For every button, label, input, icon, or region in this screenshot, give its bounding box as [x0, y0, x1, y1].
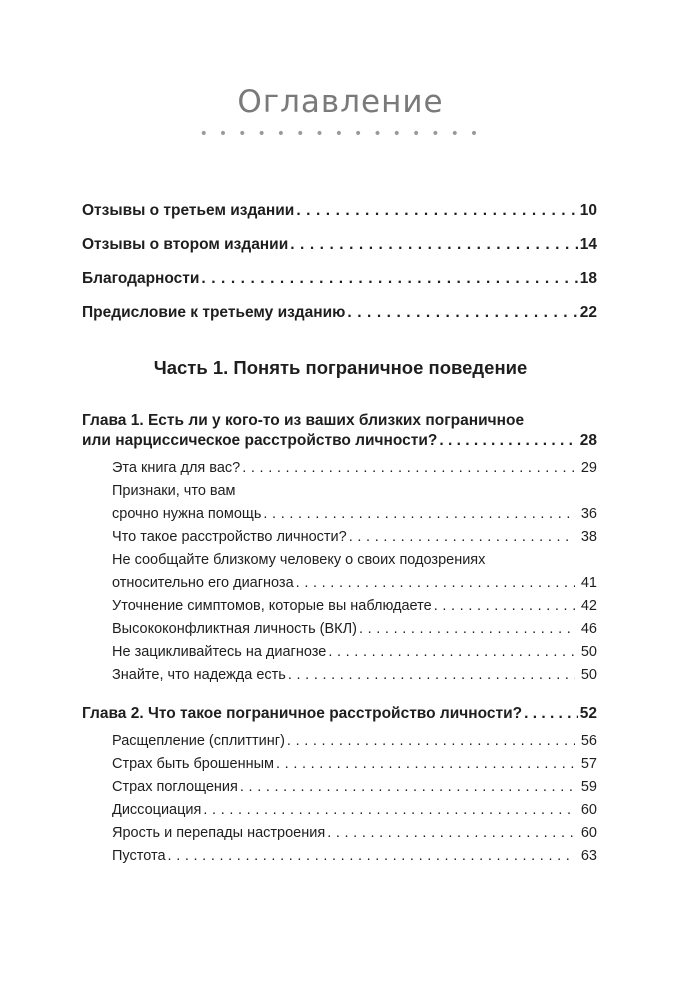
section-page: 36 [580, 506, 597, 522]
toc-entry[interactable] [82, 262, 597, 296]
dot-leader [359, 618, 575, 641]
dot-leader [203, 799, 574, 822]
section-label: Высококонфликтная личность (ВКЛ) [112, 621, 357, 637]
section-page: 46 [580, 621, 597, 637]
toc-entry-page: 10 [579, 202, 597, 219]
chapter-page: 28 [579, 432, 597, 449]
section-label: Уточнение симптомов, которые вы наблюдаете [112, 598, 432, 614]
dot-leader [242, 457, 575, 480]
part-heading: Часть 1. Понять пограничное поведение [153, 357, 528, 378]
toc-section[interactable] [112, 618, 597, 641]
toc-section[interactable] [112, 526, 597, 549]
dot-leader [240, 776, 575, 799]
dot-leader [276, 753, 575, 776]
toc-section[interactable] [112, 730, 597, 753]
section-label: Знайте, что надежда есть [112, 667, 286, 683]
toc-section[interactable] [112, 845, 597, 868]
chapter-title-line-2: или нарциссическое расстройство личности? [82, 432, 438, 449]
section-page: 57 [580, 756, 597, 772]
section-label-line-1: Признаки, что вам [112, 483, 236, 499]
section-page: 63 [580, 848, 597, 864]
dot-leader [263, 503, 574, 526]
title-decoration: • • • • • • • • • • • • • • • [199, 126, 482, 142]
section-list [112, 457, 597, 687]
toc-section[interactable] [112, 776, 597, 799]
toc-entry[interactable] [82, 228, 597, 262]
dot-leader [349, 526, 575, 549]
section-label: срочно нужна помощь [112, 506, 262, 522]
section-label: Страх поглощения [112, 779, 238, 795]
section-page: 60 [580, 825, 597, 841]
toc-section[interactable] [112, 595, 597, 618]
section-page: 50 [580, 644, 597, 660]
toc-entry-page: 18 [579, 270, 597, 287]
section-page: 42 [580, 598, 597, 614]
chapter-1 [82, 411, 597, 687]
toc-entry-page: 22 [579, 304, 597, 321]
dot-leader [168, 845, 575, 868]
dot-leader [328, 641, 575, 664]
section-label: Ярость и перепады настроения [112, 825, 326, 841]
toc-section[interactable] [112, 480, 597, 526]
toc-entry-label: Предисловие к третьему изданию [82, 304, 346, 321]
section-list [112, 730, 597, 868]
section-label: Что такое расстройство личности? [112, 529, 347, 545]
section-page: 50 [580, 667, 597, 683]
toc-section[interactable] [112, 753, 597, 776]
section-page: 60 [580, 802, 597, 818]
dot-leader [296, 572, 575, 595]
dot-leader [290, 228, 578, 262]
toc-entry-label: Отзывы о втором издании [82, 236, 289, 253]
dot-leader [524, 704, 578, 724]
section-label-line-1: Не сообщайте близкому человеку о своих подозрениях [112, 552, 486, 568]
section-page: 59 [580, 779, 597, 795]
section-page: 41 [580, 575, 597, 591]
section-page: 38 [580, 529, 597, 545]
front-matter-list [82, 194, 597, 330]
toc-entry[interactable] [82, 296, 597, 330]
toc-section[interactable] [112, 822, 597, 845]
dot-leader [201, 262, 577, 296]
dot-leader [287, 730, 575, 753]
section-page: 56 [580, 733, 597, 749]
section-label: Страх быть брошенным [112, 756, 275, 772]
toc-section[interactable] [112, 457, 597, 480]
dot-leader [439, 431, 577, 451]
toc-entry[interactable] [82, 194, 597, 228]
chapter-heading[interactable] [82, 704, 597, 724]
toc-entry-label: Отзывы о третьем издании [82, 202, 295, 219]
toc-entry-label: Благодарности [82, 270, 200, 287]
section-label: Пустота [112, 848, 166, 864]
toc-section[interactable] [112, 549, 597, 595]
dot-leader [347, 296, 577, 330]
dot-leader [327, 822, 575, 845]
toc-entry-page: 14 [579, 236, 597, 253]
section-label: Диссоциация [112, 802, 202, 818]
section-label: относительно его диагноза [112, 575, 294, 591]
chapter-title: Глава 2. Что такое пограничное расстройство личности? [82, 705, 523, 722]
section-label: Не зацикливайтесь на диагнозе [112, 644, 327, 660]
toc-section[interactable] [112, 799, 597, 822]
page-title: Оглавление [237, 84, 444, 120]
chapter-2 [82, 704, 597, 868]
chapter-heading[interactable] [82, 411, 597, 451]
section-label: Расщепление (сплиттинг) [112, 733, 285, 749]
chapter-page: 52 [579, 705, 597, 722]
chapter-title-line-1: Глава 1. Есть ли у кого-то из ваших близких пограничное [82, 412, 525, 429]
toc-section[interactable] [112, 664, 597, 687]
dot-leader [288, 664, 575, 687]
section-page: 29 [580, 460, 597, 476]
dot-leader [296, 194, 577, 228]
dot-leader [434, 595, 575, 618]
section-label: Эта книга для вас? [112, 460, 241, 476]
toc-section[interactable] [112, 641, 597, 664]
